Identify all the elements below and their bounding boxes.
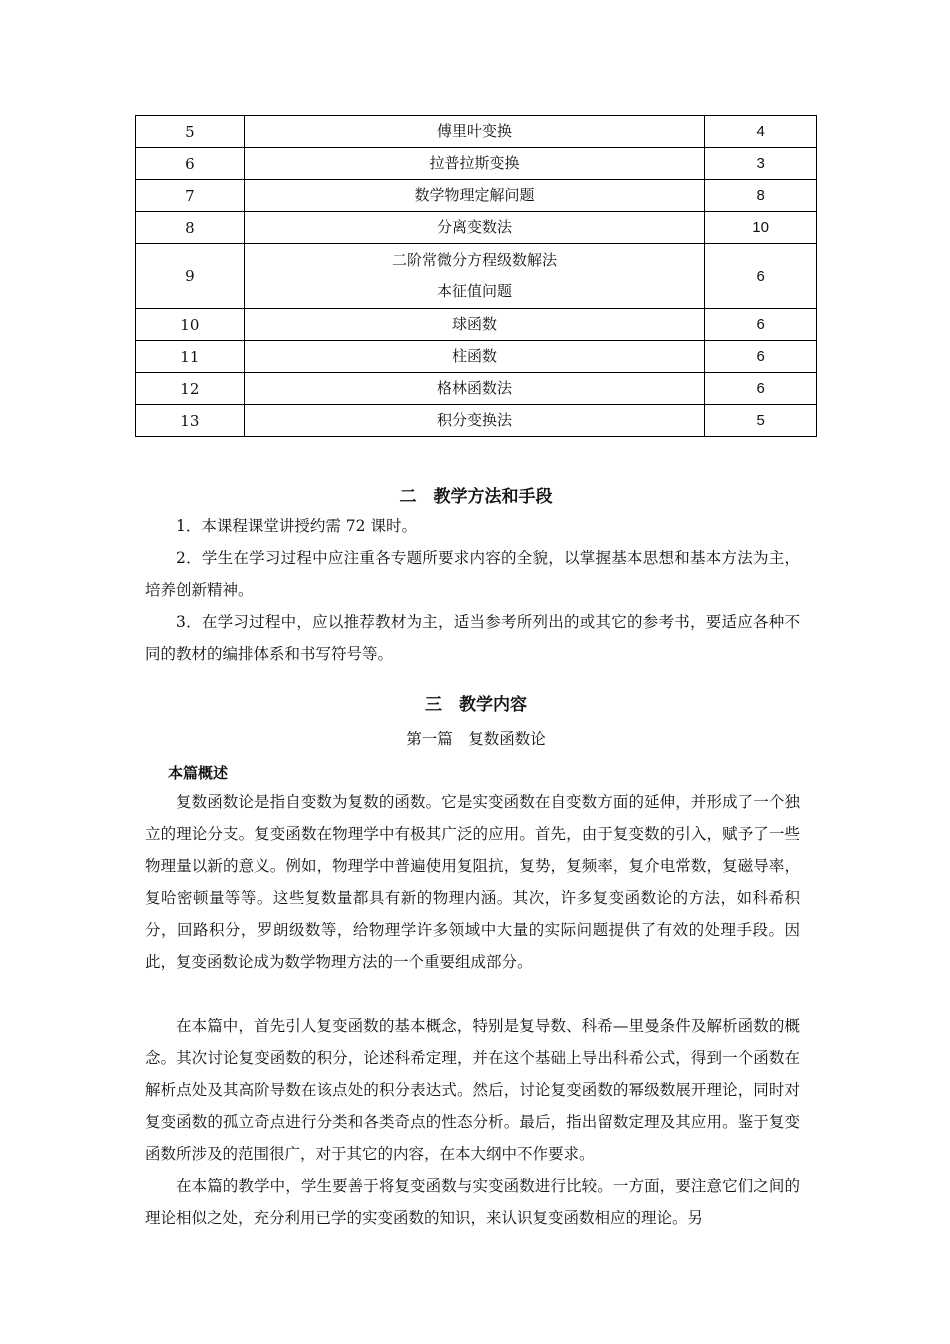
table-row (136, 405, 817, 437)
row-hours: 8 (705, 180, 817, 212)
overview-paragraph-2: 在本篇中，首先引人复变函数的基本概念，特别是复导数、科希—里曼条件及解析函数的概念。其次讨论复变函数的积分，论述科希定理，并在这个基础上导出科希公式，得到一个函数在解析点处及其高阶导数在该点处的积分表达式。然后，讨论复变函数的幂级数展开理论，同时对复变函数的孤立奇点进行分类和各类奇点的性态分析。最后，指出留数定理及其应用。鉴于复变函数所涉及的范围很广，对于其它的内容，在本大纲中不作要求。 (145, 1017, 800, 1163)
row-topic-line: 格林函数法 (436, 379, 512, 397)
hours-table-body (136, 116, 817, 437)
row-topic-line: 数学物理定解问题 (414, 186, 535, 204)
row-hours: 3 (705, 148, 817, 180)
section-3-title: 三 教学内容 (425, 695, 527, 715)
row-topic-line: 积分变换法 (436, 411, 512, 429)
row-topic-line: 本征值问题 (436, 282, 512, 300)
row-number: 5 (136, 116, 245, 148)
row-number: 11 (136, 341, 245, 373)
row-topic-line: 分离变数法 (436, 218, 512, 236)
row-number: 7 (136, 180, 245, 212)
row-hours: 6 (705, 244, 817, 309)
overview-paragraph-1: 复数函数论是指自变数为复数的函数。它是实变函数在自变数方面的延伸，并形成了一个独立的理论分支。复变函数在物理学中有极其广泛的应用。首先，由于复变数的引入，赋予了一些物理量以新的意义。例如，物理学中普遍使用复阻抗，复势，复频率，复介电常数，复磁导率，复哈密顿量等等。这些复数量都具有新的物理内涵。其次，许多复变函数论的方法，如科希积分，回路积分，罗朗级数等，给物理学许多领域中大量的实际问题提供了有效的处理手段。因此，复变函数论成为数学物理方法的一个重要组成部分。 (145, 793, 800, 971)
table-row (136, 341, 817, 373)
row-hours: 6 (705, 309, 817, 341)
table-row (136, 212, 817, 244)
row-topic (244, 116, 705, 148)
table-row (136, 148, 817, 180)
row-hours: 5 (705, 405, 817, 437)
row-hours: 6 (705, 373, 817, 405)
row-number: 12 (136, 373, 245, 405)
method-item-2: 2．学生在学习过程中应注重各专题所要求内容的全貌，以掌握基本思想和基本方法为主，培养创新精神。 (145, 549, 800, 599)
method-item-1: 1．本课程课堂讲授约需 72 课时。 (176, 517, 417, 535)
row-hours: 10 (705, 212, 817, 244)
overview-paragraph-3: 在本篇的教学中，学生要善于将复变函数与实变函数进行比较。一方面，要注意它们之间的理论相似之处，充分利用已学的实变函数的知识，来认识复变函数相应的理论。另 (145, 1177, 800, 1227)
row-hours: 6 (705, 341, 817, 373)
table-row (136, 244, 817, 309)
row-number: 8 (136, 212, 245, 244)
row-number: 10 (136, 309, 245, 341)
row-topic (244, 405, 705, 437)
hours-table (135, 115, 817, 437)
row-number: 13 (136, 405, 245, 437)
row-topic-line: 球函数 (451, 315, 497, 333)
table-row (136, 180, 817, 212)
row-hours: 4 (705, 116, 817, 148)
part-title: 第一篇 复数函数论 (406, 730, 546, 748)
table-row (136, 116, 817, 148)
row-number: 9 (136, 244, 245, 309)
method-item-3: 3．在学习过程中，应以推荐教材为主，适当参考所列出的或其它的参考书，要适应各种不同的教材的编排体系和书写符号等。 (145, 613, 800, 663)
row-topic-line: 拉普拉斯变换 (429, 154, 520, 172)
row-topic (244, 341, 705, 373)
row-topic (244, 180, 705, 212)
row-number: 6 (136, 148, 245, 180)
row-topic (244, 309, 705, 341)
row-topic-line: 傅里叶变换 (436, 122, 512, 140)
table-row (136, 309, 817, 341)
row-topic (244, 244, 705, 309)
table-row (136, 373, 817, 405)
row-topic (244, 212, 705, 244)
section-2-title: 二 教学方法和手段 (399, 487, 553, 507)
row-topic-line: 二阶常微分方程级数解法 (391, 251, 557, 269)
row-topic-line: 柱函数 (451, 347, 497, 365)
overview-heading: 本篇概述 (168, 764, 229, 782)
row-topic (244, 373, 705, 405)
row-topic (244, 148, 705, 180)
